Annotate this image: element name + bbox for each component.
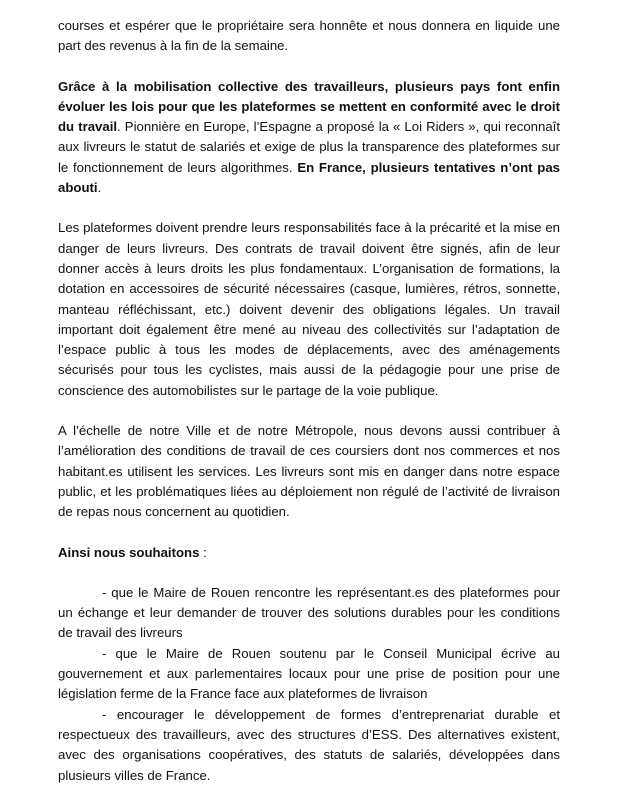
paragraph-city-metropole: A l’échelle de notre Ville et de notre Métropole, nous devons aussi contribuer à l’amélioration des conditions de travail de ces coursiers dont nos commerces et nos habitant.es utilisent les services. Les livreurs sont mis en danger dans notre espace public, et les problématiques liées au déploiement non régulé de l’activité de livraison de repas nous concernent au quotidien. — [58, 423, 560, 520]
paragraph-middle-text: Pionnière en Europe, l’Espagne a proposé la « Loi Riders », qui reconnaît aux livreurs le statut de salariés et exige de plus la transparence des plateformes sur le fonctionnement de leurs algorithmes. — [58, 119, 560, 175]
wishes-heading-suffix: : — [199, 544, 207, 560]
bold-lead-sentence: Grâce à la mobilisation collective des travailleurs, plusieurs pays font enfin évoluer les lois pour que les plateformes se mettent en conformité avec le droit du travail — [58, 78, 560, 135]
spacer — [58, 523, 560, 543]
paragraph-end: . — [97, 180, 102, 196]
bold-tail-sentence: En France, plusieurs tentatives n’ont pas abouti — [58, 159, 560, 196]
list-item: - encourager le développement de formes d’entreprenariat durable et respectueux des travailleurs, avec des structures d’ESS. Des alternatives existent, avec des organisations coopératives, des statuts de salariés, développées dans plusieurs villes de France. — [58, 706, 560, 783]
paragraph-platform-responsibilities: Les plateformes doivent prendre leurs responsabilités face à la précarité et la mise en danger de leurs livreurs. Des contrats de travail doivent être signés, afin de leur donner accès à leurs droits les plus fondamentaux. L’organisation de formations, la dotation en accessoires de sécurité nécessaires (casque, lumières, rétros, sonnette, manteau réfléchissant, etc.) doivent devenir des obligations légales. Un travail important doit également être mené au niveau des collectivités sur l’adaptation de l’espace public à tous les modes de déplacements, avec des aménagements sécurisés pour tous les cyclistes, mais aussi de la pédagogie pour une prise de conscience des automobilistes sur le partage de la voie publique. — [58, 220, 560, 398]
spacer — [58, 198, 560, 218]
spacer — [58, 563, 560, 583]
document-page — [58, 16, 560, 786]
paragraph-continuation: courses et espérer que le propriétaire sera honnête et nous donnera en liquide une part des revenus à la fin de la semaine. — [58, 18, 560, 54]
wishes-heading-label: Ainsi nous souhaitons — [58, 544, 200, 560]
list-item: - que le Maire de Rouen soutenu par le Conseil Municipal écrive au gouvernement et aux parlementaires locaux pour une prise de position pour une législation ferme de la France face aux plateformes de livraison — [58, 645, 560, 702]
spacer — [58, 57, 560, 77]
wishes-heading — [58, 543, 560, 563]
spacer — [58, 401, 560, 421]
paragraph-legislation — [58, 77, 560, 199]
sentence-end: . — [117, 119, 121, 135]
list-item: - que le Maire de Rouen rencontre les représentant.es des plateformes pour un échange et leur demander de trouver des solutions durables pour les conditions de travail des livreurs — [58, 584, 560, 641]
